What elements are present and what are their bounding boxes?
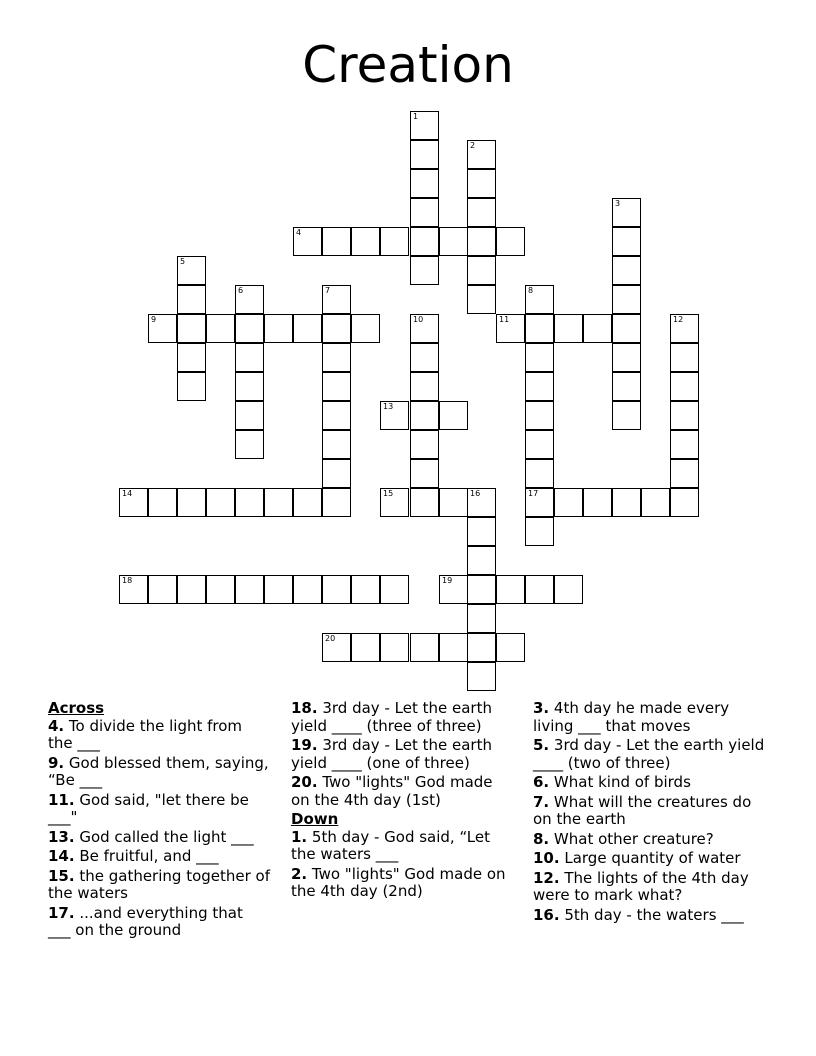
grid-cell[interactable]	[177, 285, 206, 314]
grid-cell[interactable]	[554, 314, 583, 343]
clue	[48, 718, 270, 753]
grid-cell[interactable]	[410, 227, 439, 256]
clue-text: The lights of the 4th day were to mark what?	[533, 868, 749, 904]
clue-number: 10.	[533, 849, 560, 867]
clue	[533, 700, 765, 735]
grid-cell[interactable]	[410, 633, 439, 662]
clue	[533, 831, 765, 849]
grid-cell[interactable]	[322, 372, 351, 401]
cell-number: 19	[442, 576, 453, 585]
clue	[291, 829, 511, 864]
grid-cell[interactable]	[439, 401, 468, 430]
grid-cell[interactable]	[670, 401, 699, 430]
clue-text: 3rd day - Let the earth yield ____ (two of three)	[533, 736, 765, 772]
clue-text: the gathering together of the waters	[48, 866, 271, 902]
cell-number: 5	[180, 257, 186, 266]
grid-cell[interactable]	[322, 430, 351, 459]
grid-cell[interactable]	[583, 488, 612, 517]
clues-column-1	[48, 700, 270, 942]
grid-cell[interactable]	[554, 575, 583, 604]
grid-cell[interactable]	[467, 285, 496, 314]
grid-cell[interactable]	[467, 662, 496, 691]
clue-number: 7.	[533, 792, 550, 811]
grid-cell[interactable]	[525, 488, 554, 517]
clue-number: 6.	[533, 773, 550, 791]
grid-cell[interactable]	[670, 343, 699, 372]
clue	[48, 905, 270, 940]
clue-text: 5th day - God said, “Let the waters ___	[291, 827, 490, 863]
grid-cell[interactable]	[206, 314, 235, 343]
grid-cell[interactable]	[322, 633, 351, 662]
clue	[48, 848, 270, 866]
clue-text: Two "lights" God made on the 4th day (2nd)	[291, 864, 506, 900]
grid-cell[interactable]	[467, 140, 496, 169]
grid-cell[interactable]	[235, 343, 264, 372]
clue-number: 19.	[291, 736, 318, 754]
grid-cell[interactable]	[351, 227, 380, 256]
clue-text: What other creature?	[549, 829, 714, 848]
down-clue-list-continued	[533, 700, 765, 924]
grid-cell[interactable]	[410, 430, 439, 459]
cell-number: 18	[122, 576, 133, 585]
grid-cell[interactable]	[670, 314, 699, 343]
grid-cell[interactable]	[322, 227, 351, 256]
clue-text: 3rd day - Let the earth yield ____ (one of three)	[291, 736, 492, 772]
clue-text: 5th day - the waters ___	[559, 905, 744, 924]
grid-cell[interactable]	[119, 488, 148, 517]
clue-text: What will the creatures do on the earth	[533, 792, 752, 828]
clue-text: Large quantity of water	[559, 849, 741, 867]
clue	[533, 774, 765, 792]
cell-number: 7	[325, 286, 331, 295]
grid-cell[interactable]	[410, 488, 439, 517]
grid-cell[interactable]	[380, 227, 409, 256]
grid-cell[interactable]	[235, 430, 264, 459]
grid-cell[interactable]	[612, 488, 641, 517]
grid-cell[interactable]	[148, 314, 177, 343]
grid-cell[interactable]	[177, 575, 206, 604]
grid-cell[interactable]	[525, 285, 554, 314]
grid-cell[interactable]	[467, 604, 496, 633]
clue-text: Be fruitful, and ___	[74, 847, 219, 865]
cell-number: 1	[413, 112, 419, 121]
clue-number: 2.	[291, 864, 308, 883]
cell-number: 16	[470, 489, 481, 498]
clue-text: God said, "let there be ___"	[48, 790, 249, 826]
clue	[48, 792, 270, 827]
cell-number: 9	[151, 315, 157, 324]
grid-cell[interactable]	[525, 401, 554, 430]
cell-number: 11	[499, 315, 510, 324]
grid-cell[interactable]	[525, 575, 554, 604]
grid-cell[interactable]	[525, 314, 554, 343]
grid-cell[interactable]	[496, 227, 525, 256]
grid-cell[interactable]	[264, 488, 293, 517]
grid-cell[interactable]	[612, 401, 641, 430]
clue-text: ...and everything that ___ on the ground	[48, 903, 243, 939]
grid-cell[interactable]	[525, 517, 554, 546]
grid-cell[interactable]	[235, 401, 264, 430]
clue-text: God called the light ___	[74, 827, 254, 846]
grid-cell[interactable]	[612, 314, 641, 343]
grid-cell[interactable]	[612, 198, 641, 227]
grid-cell[interactable]	[293, 488, 322, 517]
clue-number: 17.	[48, 903, 75, 922]
grid-cell[interactable]	[641, 488, 670, 517]
grid-cell[interactable]	[612, 256, 641, 285]
cell-number: 14	[122, 489, 133, 498]
grid-cell[interactable]	[206, 575, 235, 604]
grid-cell[interactable]	[322, 401, 351, 430]
grid-cell[interactable]	[670, 488, 699, 517]
grid-cell[interactable]	[264, 575, 293, 604]
clue-number: 12.	[533, 868, 560, 887]
clue	[48, 755, 270, 790]
grid-cell[interactable]	[410, 169, 439, 198]
grid-cell[interactable]	[322, 285, 351, 314]
clue-number: 14.	[48, 847, 75, 865]
grid-cell[interactable]	[410, 256, 439, 285]
grid-cell[interactable]	[293, 227, 322, 256]
cell-number: 15	[383, 489, 394, 498]
grid-cell[interactable]	[351, 314, 380, 343]
clue-number: 11.	[48, 790, 75, 809]
grid-cell[interactable]	[410, 198, 439, 227]
grid-cell[interactable]	[467, 227, 496, 256]
down-heading: Down	[291, 810, 339, 828]
grid-cell[interactable]	[322, 343, 351, 372]
grid-cell[interactable]	[467, 546, 496, 575]
grid-cell[interactable]	[177, 314, 206, 343]
grid-cell[interactable]	[322, 314, 351, 343]
grid-cell[interactable]	[380, 633, 409, 662]
down-clue-list	[291, 829, 511, 901]
clue-number: 18.	[291, 699, 318, 717]
grid-cell[interactable]	[235, 285, 264, 314]
clue	[533, 794, 765, 829]
grid-cell[interactable]	[148, 488, 177, 517]
clue-number: 3.	[533, 699, 550, 717]
grid-cell[interactable]	[235, 314, 264, 343]
clue	[48, 868, 270, 903]
grid-cell[interactable]	[467, 633, 496, 662]
grid-cell[interactable]	[467, 488, 496, 517]
clue-number: 4.	[48, 716, 65, 735]
grid-cell[interactable]	[380, 575, 409, 604]
clues-column-3	[533, 700, 765, 926]
grid-cell[interactable]	[177, 343, 206, 372]
grid-cell[interactable]	[439, 227, 468, 256]
page-title: Creation	[302, 36, 514, 94]
across-heading: Across	[48, 699, 105, 717]
cell-number: 12	[673, 315, 684, 324]
across-clue-list	[48, 718, 270, 940]
grid-cell[interactable]	[612, 372, 641, 401]
grid-cell[interactable]	[612, 343, 641, 372]
grid-cell[interactable]	[467, 198, 496, 227]
cell-number: 3	[615, 199, 621, 208]
grid-cell[interactable]	[467, 256, 496, 285]
cell-number: 10	[413, 315, 424, 324]
cell-number: 4	[296, 228, 302, 237]
grid-cell[interactable]	[525, 372, 554, 401]
clue	[533, 737, 765, 772]
grid-cell[interactable]	[496, 633, 525, 662]
clue-number: 13.	[48, 827, 75, 846]
grid-cell[interactable]	[525, 459, 554, 488]
grid-cell[interactable]	[177, 488, 206, 517]
clue-text: To divide the light from the ___	[48, 716, 243, 752]
grid-cell[interactable]	[235, 372, 264, 401]
grid-cell[interactable]	[351, 633, 380, 662]
grid-cell[interactable]	[322, 488, 351, 517]
grid-cell[interactable]	[235, 575, 264, 604]
clue-text: Two "lights" God made on the 4th day (1st)	[291, 773, 493, 809]
cell-number: 13	[383, 402, 394, 411]
grid-cell[interactable]	[554, 488, 583, 517]
grid-cell[interactable]	[410, 111, 439, 140]
grid-cell[interactable]	[496, 575, 525, 604]
cell-number: 6	[238, 286, 244, 295]
grid-cell[interactable]	[293, 575, 322, 604]
clue-text: God blessed them, saying, “Be ___	[48, 753, 269, 789]
grid-cell[interactable]	[380, 401, 409, 430]
grid-cell[interactable]	[670, 459, 699, 488]
grid-cell[interactable]	[410, 140, 439, 169]
clue-number: 20.	[291, 773, 318, 791]
grid-cell[interactable]	[525, 343, 554, 372]
clues-column-2	[291, 700, 511, 903]
clue	[291, 866, 511, 901]
grid-cell[interactable]	[410, 459, 439, 488]
grid-cell[interactable]	[322, 459, 351, 488]
clue	[533, 870, 765, 905]
grid-cell[interactable]	[177, 372, 206, 401]
grid-cell[interactable]	[612, 227, 641, 256]
across-clue-list-continued	[291, 700, 511, 809]
grid-cell[interactable]	[467, 517, 496, 546]
grid-cell[interactable]	[439, 633, 468, 662]
clue-number: 15.	[48, 866, 75, 885]
grid-cell[interactable]	[612, 285, 641, 314]
grid-cell[interactable]	[410, 343, 439, 372]
grid-cell[interactable]	[439, 575, 468, 604]
cell-number: 8	[528, 286, 534, 295]
clue-text: 3rd day - Let the earth yield ____ (three of three)	[291, 699, 492, 735]
grid-cell[interactable]	[467, 169, 496, 198]
grid-cell[interactable]	[148, 575, 177, 604]
grid-cell[interactable]	[206, 488, 235, 517]
cell-number: 2	[470, 141, 476, 150]
clue	[533, 850, 765, 868]
grid-cell[interactable]	[177, 256, 206, 285]
grid-cell[interactable]	[410, 372, 439, 401]
clue	[48, 829, 270, 847]
clue-number: 16.	[533, 905, 560, 924]
grid-cell[interactable]	[119, 575, 148, 604]
grid-cell[interactable]	[264, 314, 293, 343]
clue	[533, 907, 765, 925]
grid-cell[interactable]	[380, 488, 409, 517]
grid-cell[interactable]	[670, 430, 699, 459]
clue-number: 9.	[48, 753, 65, 772]
cell-number: 20	[325, 634, 336, 643]
clue	[291, 737, 511, 772]
grid-cell[interactable]	[235, 488, 264, 517]
grid-cell[interactable]	[293, 314, 322, 343]
clue-number: 5.	[533, 736, 550, 754]
grid-cell[interactable]	[583, 314, 612, 343]
clue-text: 4th day he made every living ___ that moves	[533, 699, 730, 735]
clue	[291, 774, 511, 809]
clue	[291, 700, 511, 735]
cell-number: 17	[528, 489, 539, 498]
grid-cell[interactable]	[351, 575, 380, 604]
grid-cell[interactable]	[322, 575, 351, 604]
clue-number: 8.	[533, 829, 550, 848]
grid-cell[interactable]	[496, 314, 525, 343]
grid-cell[interactable]	[410, 314, 439, 343]
grid-cell[interactable]	[439, 488, 468, 517]
grid-cell[interactable]	[410, 401, 439, 430]
grid-cell[interactable]	[670, 372, 699, 401]
grid-cell[interactable]	[525, 430, 554, 459]
clue-number: 1.	[291, 827, 308, 846]
clue-text: What kind of birds	[549, 773, 691, 791]
grid-cell[interactable]	[467, 575, 496, 604]
